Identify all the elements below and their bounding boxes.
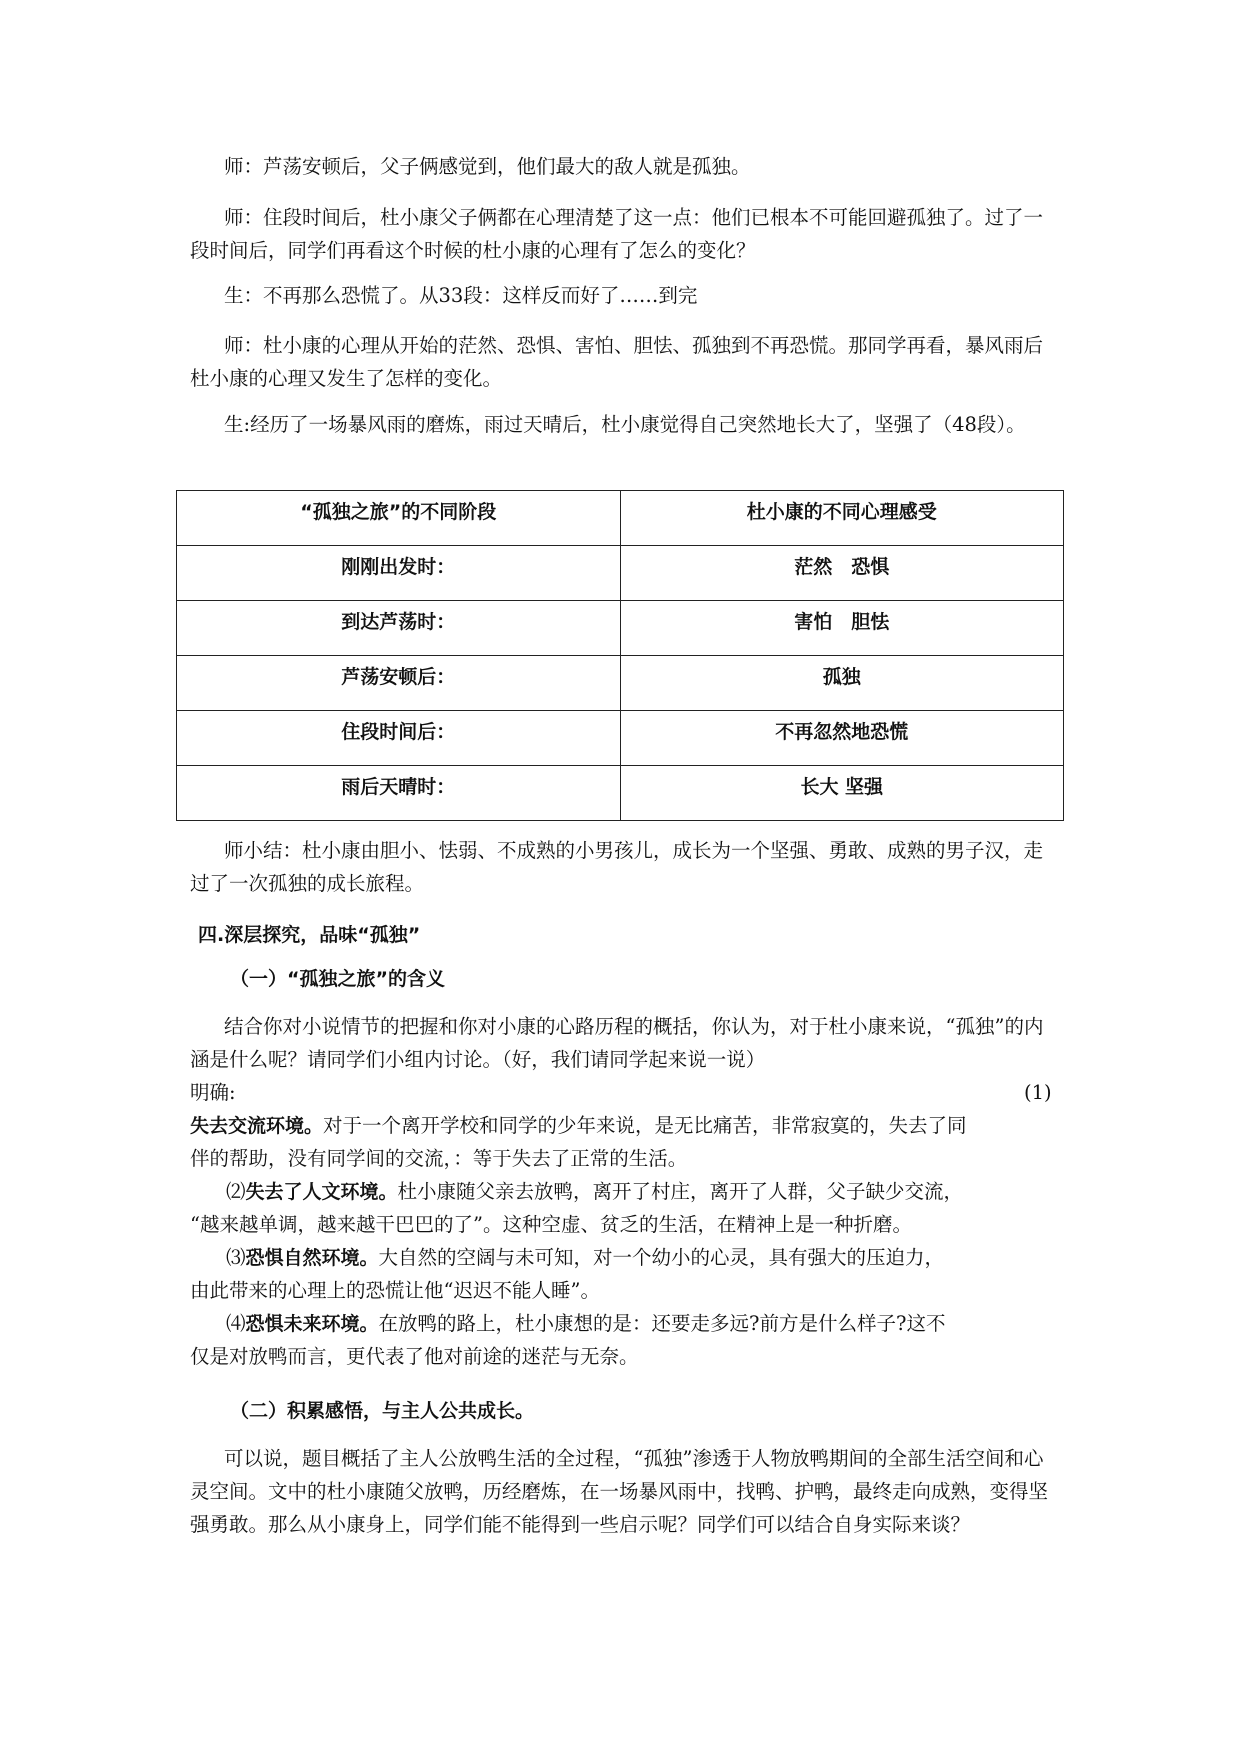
- answer-item-2-line-1: [226, 1175, 963, 1209]
- answer-item-4-title: 恐惧未来环境。: [245, 1313, 379, 1335]
- table-row: [177, 656, 1064, 711]
- answer-label: 明确:: [190, 1081, 236, 1104]
- answer-number-2: ⑵: [226, 1180, 246, 1203]
- table-cell-feeling: 害怕 胆怯: [620, 601, 1064, 656]
- paragraph-teacher-2: 师：住段时间后，杜小康父子俩都在心理清楚了这一点：他们已根本不可能回避孤独了。过了一段时间后，同学们再看这个时候的杜小康的心理有了怎么的变化？: [190, 206, 1044, 262]
- section-heading: 四.深层探究，品味“孤独”: [198, 924, 421, 946]
- answer-item-1-text: 对于一个离开学校和同学的少年来说，是无比痛苦，非常寂寞的，失去了同: [323, 1114, 967, 1137]
- paragraph-teacher-1: 师：芦荡安顿后，父子俩感觉到，他们最大的敌人就是孤独。: [224, 155, 751, 178]
- table-cell-stage: 住段时间后：: [177, 711, 621, 766]
- answer-item-1-title: 失去交流环境。: [190, 1115, 324, 1137]
- paragraph-student-1: 生：不再那么恐慌了。从33段：这样反而好了……到完: [224, 284, 698, 307]
- answer-item-1-line-1: [190, 1109, 967, 1143]
- table-cell-feeling: 孤独: [620, 656, 1064, 711]
- answer-item-4-line-2: 仅是对放鸭而言，更代表了他对前途的迷茫与无奈。: [190, 1345, 639, 1368]
- paragraph-student-2: 生:经历了一场暴风雨的磨炼，雨过天晴后，杜小康觉得自己突然地长大了，坚强了（48段）。: [224, 413, 1026, 436]
- table-cell-stage: 雨后天晴时：: [177, 766, 621, 821]
- answer-item-3-title: 恐惧自然环境。: [245, 1247, 379, 1269]
- table-cell-stage: 刚刚出发时：: [177, 546, 621, 601]
- answer-item-3-line-2: 由此带来的心理上的恐慌让他“迟迟不能人睡”。: [190, 1279, 600, 1302]
- paragraph-discussion: 结合你对小说情节的把握和你对小康的心路历程的概括，你认为，对于杜小康来说，“孤独”的内涵是什么呢？请同学们小组内讨论。（好，我们请同学起来说一说）: [190, 1015, 1044, 1071]
- answer-item-4-line-1: [226, 1307, 945, 1341]
- answer-item-4-text: 在放鸭的路上，杜小康想的是：还要走多远?前方是什么样子?这不: [378, 1312, 946, 1335]
- table-row: [177, 711, 1064, 766]
- table-row: [177, 546, 1064, 601]
- table-cell-stage: 到达芦荡时：: [177, 601, 621, 656]
- subsection-heading-1: （一）“孤独之旅”的含义: [230, 968, 445, 990]
- paragraph-growth: 可以说，题目概括了主人公放鸭生活的全过程，“孤独”渗透于人物放鸭期间的全部生活空间和心灵空间。文中的杜小康随父放鸭，历经磨炼，在一场暴风雨中，找鸭、护鸭，最终走向成熟，变得坚强勇敢。那么从小康身上，同学们能不能得到一些启示呢？同学们可以结合自身实际来谈？: [190, 1447, 1049, 1536]
- table-cell-feeling: 茫然 恐惧: [620, 546, 1064, 601]
- table-header-row: [177, 491, 1064, 546]
- answer-item-2-line-2: “越来越单调，越来越干巴巴的了”。这种空虚、贫乏的生活，在精神上是一种折磨。: [190, 1213, 912, 1236]
- table-header-cell: “孤独之旅”的不同阶段: [177, 491, 621, 546]
- answer-number-3: ⑶: [226, 1246, 246, 1269]
- answer-item-2-title: 失去了人文环境。: [245, 1181, 398, 1203]
- answer-item-2-text: 杜小康随父亲去放鸭，离开了村庄，离开了人群，父子缺少交流，: [397, 1180, 964, 1203]
- paragraph-summary: 师小结：杜小康由胆小、怯弱、不成熟的小男孩儿，成长为一个坚强、勇敢、成熟的男子汉，走过了一次孤独的成长旅程。: [190, 839, 1044, 895]
- answer-number-4: ⑷: [226, 1312, 246, 1335]
- table-cell-feeling: 不再忽然地恐慌: [620, 711, 1064, 766]
- answer-item-1-line-2: 伴的帮助，没有同学间的交流，：等于失去了正常的生活。: [190, 1147, 688, 1170]
- subsection-heading-2: （二）积累感悟，与主人公共成长。: [230, 1400, 535, 1422]
- table-row: [177, 766, 1064, 821]
- table-header-cell: 杜小康的不同心理感受: [620, 491, 1064, 546]
- answer-item-3-text: 大自然的空阔与未可知，对一个幼小的心灵，具有强大的压迫力，: [378, 1246, 945, 1269]
- table-cell-feeling: 长大 坚强: [620, 766, 1064, 821]
- table-row: [177, 601, 1064, 656]
- table-cell-stage: 芦荡安顿后：: [177, 656, 621, 711]
- journey-stages-table: [176, 490, 1064, 821]
- answer-item-3-line-1: [226, 1241, 944, 1275]
- paragraph-teacher-3: 师：杜小康的心理从开始的茫然、恐惧、害怕、胆怯、孤独到不再恐慌。那同学再看，暴风雨后杜小康的心理又发生了怎样的变化。: [190, 334, 1044, 390]
- answer-number-1: (1): [1024, 1081, 1052, 1104]
